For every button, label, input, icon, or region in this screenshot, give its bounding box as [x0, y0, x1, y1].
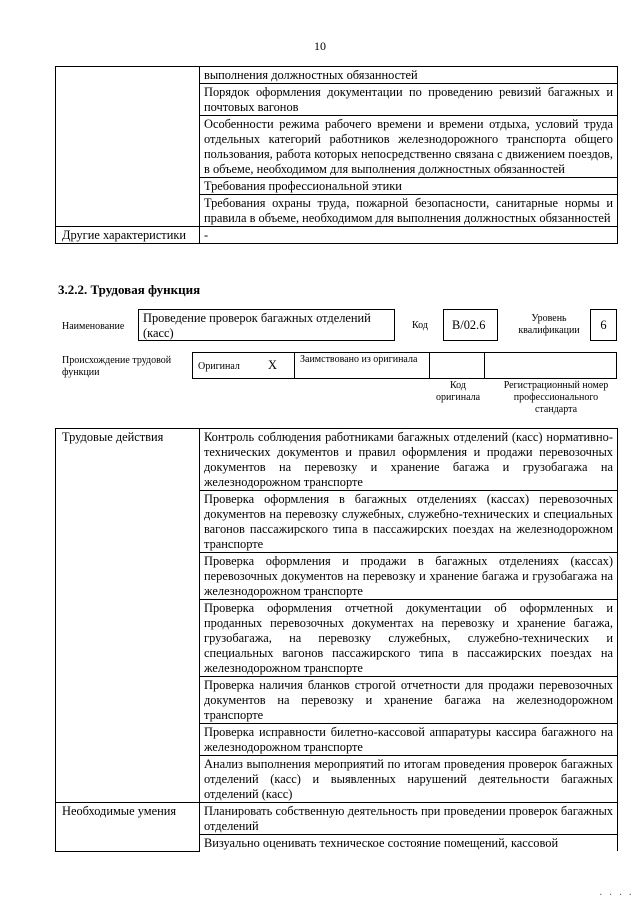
- scan-mark: · · · ·: [599, 890, 634, 901]
- original-label: Оригинал: [198, 361, 240, 372]
- row-text: Требования охраны труда, пожарной безопасности, санитарные нормы и правила в объеме, необходимом для выполнения должностных обязанностей: [200, 195, 618, 227]
- name-label: Наименование: [62, 321, 125, 332]
- row-text: Проверка наличия бланков строгой отчетности для продажи перевозочных документов на перевозку и хранение багажа на железнодорожном транспорте: [200, 677, 618, 724]
- row-text: Проверка оформления в багажных отделениях (кассах) перевозочных документов на перевозку служебных, служебно-технических и специальных вагонов пассажирского типа в пассажирских поездах на железнодорожном транспорте: [200, 491, 618, 553]
- row-text: Проверка исправности билетно-кассовой аппаратуры кассира багажного на железнодорожном транспорте: [200, 724, 618, 756]
- knowledge-table: [55, 66, 618, 244]
- page-number: 10: [314, 39, 326, 53]
- function-name: Проведение проверок багажных отделений (касс): [138, 309, 395, 341]
- divider: [429, 353, 430, 378]
- original-mark: X: [268, 358, 277, 372]
- row-text: Особенности режима рабочего времени и времени отдыха, условий труда отдельных категорий работников железнодорожного транспорта общего пользования, работа которых непосредственно связана с движением поездов, в объеме, необходимом для выполнения должностных обязанностей: [200, 116, 618, 178]
- row-label: Другие характеристики: [56, 227, 200, 244]
- divider: [294, 353, 295, 378]
- level-value: 6: [590, 309, 617, 341]
- row-text: -: [200, 227, 618, 244]
- table-row: [56, 803, 618, 835]
- row-text: Проверка оформления отчетной документации об оформленных и проданных перевозочных документах на перевозку и хранение багажа, грузобагажа, на перевозку служебных, служебно-технических и специальных вагонов пассажирского типа в пассажирских поездах на железнодорожном транспорте: [200, 600, 618, 677]
- table-row: [56, 227, 618, 244]
- code-value: В/02.6: [443, 309, 498, 341]
- table-row: [56, 67, 618, 84]
- row-text: Контроль соблюдения работниками багажных отделений (касс) нормативно-технических документов и правил оформления и продажи перевозочных документов на перевозку и хранение багажа и грузобагажа на железнодорожном транспорте: [200, 429, 618, 491]
- row-text: Проверка оформления и продажи в багажных отделениях (кассах) перевозочных документов на перевозку и хранение багажа и грузобагажа на железнодорожном транспорте: [200, 553, 618, 600]
- section-title: 3.2.2. Трудовая функция: [58, 282, 201, 297]
- row-text: Порядок оформления документации по проведению ревизий багажных и почтовых вагонов: [200, 84, 618, 116]
- divider: [484, 353, 485, 378]
- origin-label: Происхождение трудовой функции: [62, 355, 172, 378]
- code-label: Код: [412, 320, 428, 331]
- table-row: [56, 429, 618, 491]
- origin-box: [192, 352, 617, 379]
- borrowed-label: Заимствовано из оригинала: [300, 354, 418, 365]
- level-label: Уровень квалификации: [518, 313, 580, 336]
- row-text: Анализ выполнения мероприятий по итогам проведения проверок багажных отделений (касс) и выявленных нарушений деятельности багажных отделений (касс): [200, 756, 618, 803]
- row-label: [56, 67, 200, 227]
- row-label: Трудовые действия: [56, 429, 200, 803]
- row-text: Визуально оценивать техническое состояние помещений, кассовой: [200, 835, 618, 852]
- code-original-caption: Код оригинала: [435, 380, 481, 403]
- reg-number-caption: Регистрационный номер профессионального стандарта: [503, 380, 609, 415]
- row-text: Требования профессиональной этики: [200, 178, 618, 195]
- row-text: Планировать собственную деятельность при проведении проверок багажных отделений: [200, 803, 618, 835]
- labor-actions-table: [55, 428, 618, 852]
- row-label: Необходимые умения: [56, 803, 200, 852]
- row-text: выполнения должностных обязанностей: [200, 67, 618, 84]
